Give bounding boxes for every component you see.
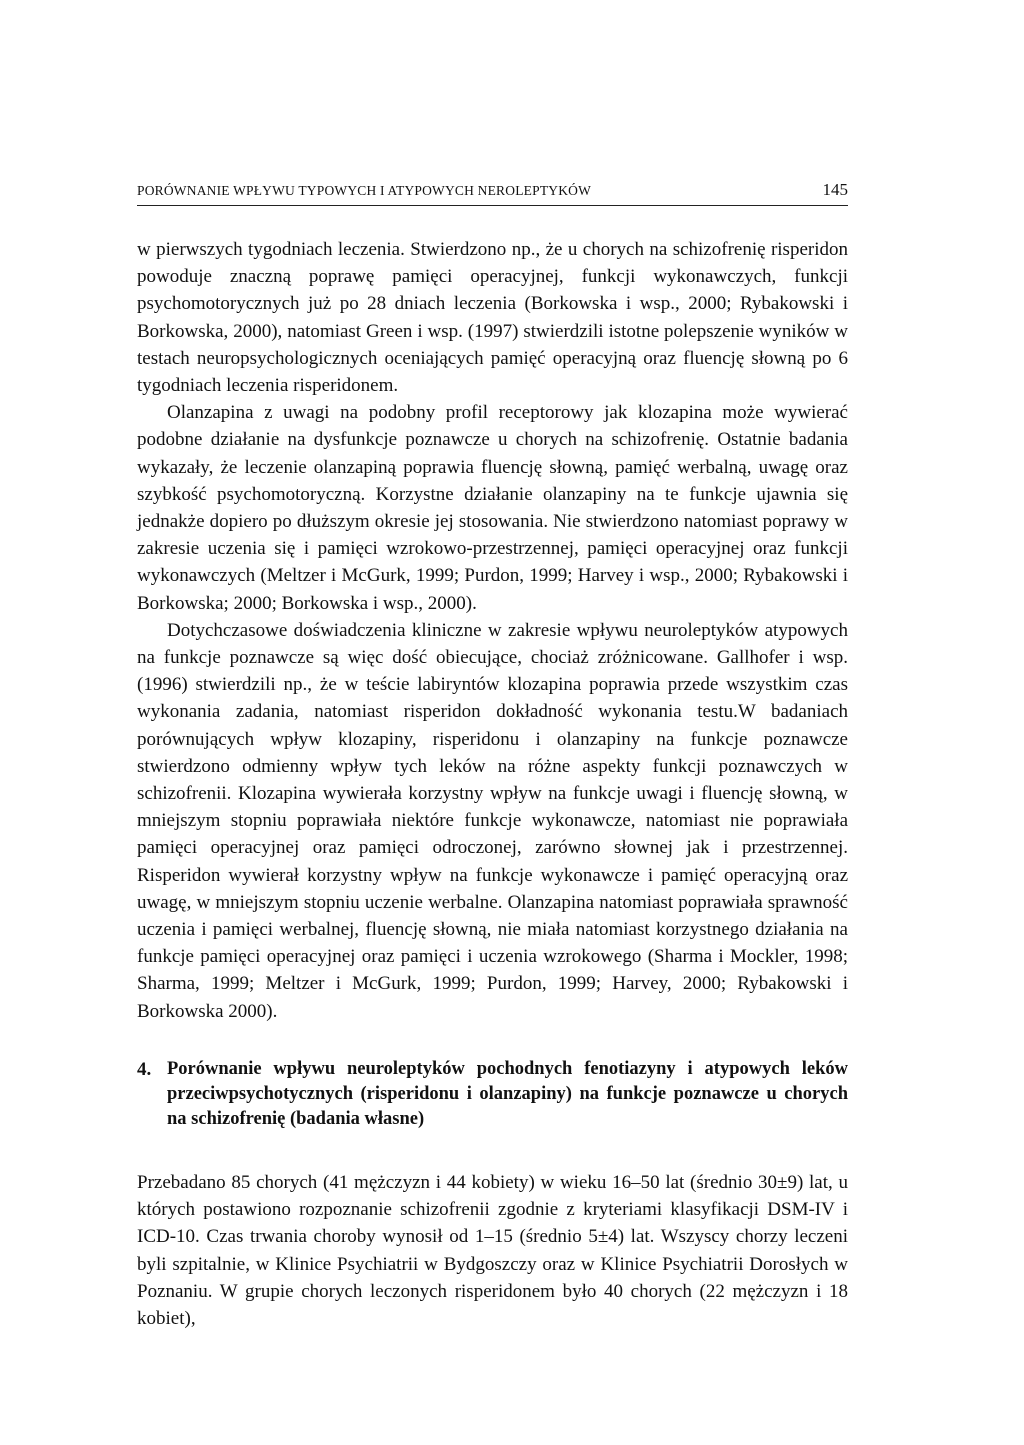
paragraph-study-group: Przebadano 85 chorych (41 mężczyzn i 44 kobiety) w wieku 16–50 lat (średnio 30±9) lat, u których postawiono rozpoznanie schizofrenii zgodnie z kryteriami klasyfikacji DSM-IV i ICD-10. Czas trwania choroby wynosił od 1–15 (średnio 5±4) lat. Wszyscy chorzy leczeni byli szpitalnie, w Klinice Psychiatrii w Bydgoszczy oraz w Klinice Psychiatrii Dorosłych w Poznaniu. W grupie chorych leczonych risperidonem było 40 chorych (22 mężczyzn i 18 kobiet), [137, 1171, 848, 1329]
body-text [137, 236, 848, 1025]
section-number: 4. [137, 1058, 152, 1080]
journal-page [137, 180, 848, 1332]
paragraph-continued: w pierwszych tygodniach leczenia. Stwierdzono np., że u chorych na schizofrenię risperidon powoduje znaczną poprawę pamięci operacyjnej, funkcji wykonawczych, funkcji psychomotorycznych już po 28 dniach leczenia (Borkowska i wsp., 2000; Rybakowski i Borkowska, 2000), natomiast Green i wsp. (1997) stwierdzili istotne polepszenie wyników w testach neuropsychologicznych oceniających pamięć operacyjną oraz fluencję słowną po 6 tygodniach leczenia risperidonem. [137, 239, 848, 397]
page-header [137, 180, 848, 206]
page-number: 145 [822, 180, 848, 199]
paragraph-olanzapine: Olanzapina z uwagi na podobny profil receptorowy jak klozapina może wywierać podobne działanie na dysfunkcje poznawcze u chorych na schizofrenię. Ostatnie badania wykazały, że leczenie olanzapiną poprawia fluencję słowną, pamięć werbalną, uwagę oraz szybkość psychomotoryczną. Korzystne działanie olanzapiny na te funkcje ujawnia się jednakże dopiero po dłuższym okresie jej stosowania. Nie stwierdzono natomiast poprawy w zakresie uczenia się i pamięci wzrokowo-przestrzennej, pamięci operacyjnej oraz funkcji wykonawczych (Meltzer i McGurk, 1999; Purdon, 1999; Harvey i wsp., 2000; Rybakowski i Borkowska; 2000; Borkowska i wsp., 2000). [137, 402, 848, 614]
running-title: PORÓWNANIE WPŁYWU TYPOWYCH I ATYPOWYCH NEROLEPTYKÓW [137, 183, 592, 198]
paragraph-clinical-experience: Dotychczasowe doświadczenia kliniczne w zakresie wpływu neuroleptyków atypowych na funkcje poznawcze są więc dość obiecujące, chociaż zróżnicowane. Gallhofer i wsp. (1996) stwierdzili np., że w teście labiryntów klozapina poprawia przede wszystkim czas wykonania zadania, natomiast risperidon dokładność wykonania testu.W badaniach porównujących wpływ klozapiny, risperidonu i olanzapiny na funkcje poznawcze stwierdzono odmienny wpływ tych leków na różne aspekty funkcji poznawczych w schizofrenii. Klozapina wywierała korzystny wpływ na funkcje uwagi i fluencję słowną, w mniejszym stopniu poprawiała niektóre funkcje wykonawcze, natomiast nie poprawiała pamięci operacyjnej oraz pamięci odroczonej, zarówno słownej jak i przestrzennej. Risperidon wywierał korzystny wpływ na funkcje wykonawcze i pamięć operacyjną oraz uwagę, w mniejszym stopniu uczenie werbalne. Olanzapina natomiast poprawiała sprawność uczenia i pamięci werbalnej, fluencję słowną, nie miała natomiast korzystnego działania na funkcje pamięci operacyjnej oraz pamięci i uczenia wzrokowego (Sharma i Mockler, 1998; Sharma, 1999; Meltzer i McGurk, 1999; Purdon, 1999; Harvey, 2000; Rybakowski i Borkowska 2000). [137, 619, 848, 1022]
section-title: Porównanie wpływu neuroleptyków pochodnych fenotiazyny i atypowych leków przeciwpsychotycznych (risperidonu i olanzapiny) na funkcje poznawcze u chorych na schizofrenię (badania własne) [167, 1058, 848, 1129]
section-heading [137, 1057, 848, 1132]
